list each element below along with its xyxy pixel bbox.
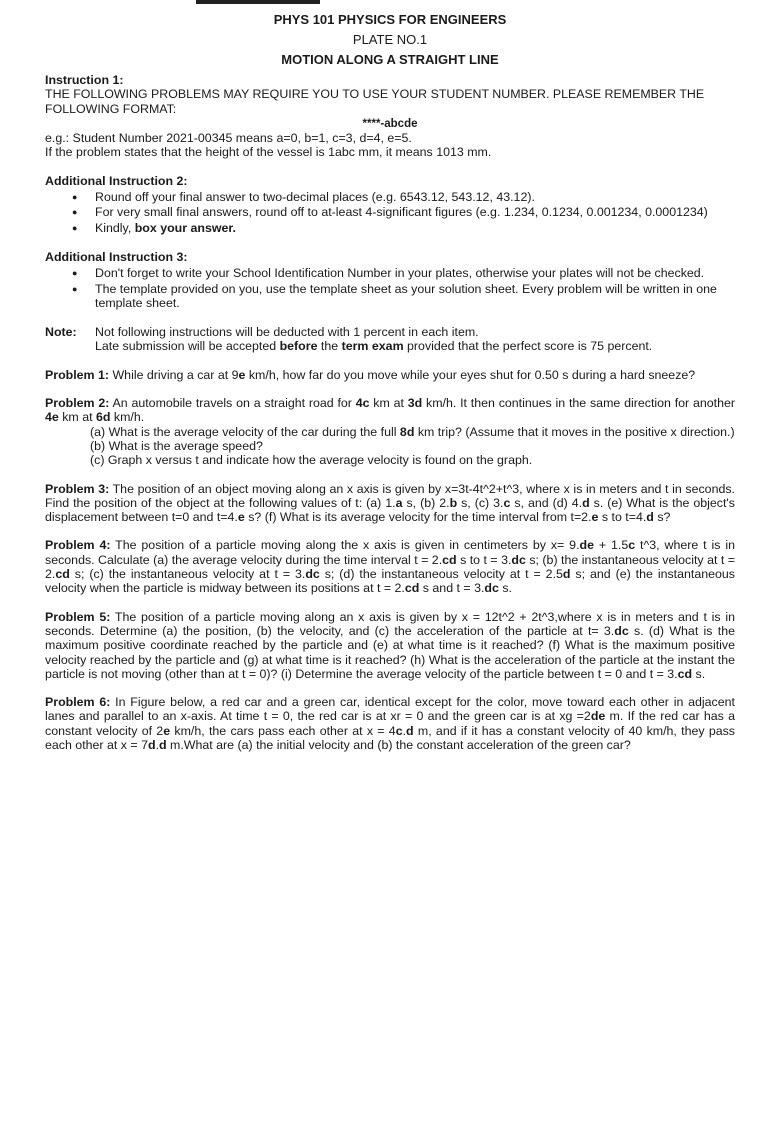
- problem-2-part-c: (c) Graph x versus t and indicate how the average velocity is found on the graph.: [90, 453, 533, 468]
- problem-2-part-b: (b) What is the average speed?: [90, 438, 263, 453]
- top-edge-bar: [196, 0, 320, 4]
- variable: c: [395, 723, 403, 738]
- variable: e: [163, 723, 171, 738]
- problem-1: [45, 368, 735, 382]
- variable: dc: [484, 581, 499, 596]
- problem-text: The position of a particle moving along an x axis is given by x = 12t^2 + 2t^3,where x is in meters and t is in seconds. Determine (a) the position, (b) the velocity, and (c) the acceleration of the particle at t= 3.: [45, 609, 735, 638]
- variable: d: [646, 510, 654, 525]
- problem-2: [45, 396, 735, 467]
- problem-text: s?: [653, 510, 671, 525]
- problem-label: Problem 1:: [45, 367, 110, 382]
- instruction-2-label: Additional Instruction 2:: [45, 173, 188, 188]
- note-label: Note:: [45, 325, 77, 340]
- variable: 3d: [407, 396, 423, 411]
- item-text: Kindly,: [95, 220, 135, 235]
- variable: cd: [677, 666, 693, 681]
- note-bold-term-exam: term exam: [341, 339, 404, 354]
- item-bold-text: box your answer.: [134, 220, 236, 235]
- variable: d: [562, 567, 571, 582]
- problem-text: s; (b) the instantaneous velocity at t = 2.: [45, 552, 735, 582]
- problem-label: Problem 2:: [45, 396, 110, 411]
- student-number-format: ****-abcde: [362, 117, 418, 130]
- variable: 4e: [45, 410, 59, 425]
- problem-text: + 1.5: [593, 538, 629, 553]
- instruction-3-label: Additional Instruction 3:: [45, 249, 188, 264]
- problem-text: km/h, how far do you move while your eyes shut for 0.50 s during a hard sneeze?: [245, 367, 696, 382]
- problem-label: Problem 5:: [45, 609, 111, 624]
- note-text: the: [317, 339, 342, 354]
- variable: 8d: [399, 424, 415, 439]
- variable: cd: [404, 581, 420, 596]
- plate-number: PLATE NO.1: [352, 32, 428, 47]
- problem-text: km at: [369, 396, 408, 411]
- note-text: Late submission will be accepted: [95, 339, 280, 354]
- course-title: PHYS 101 PHYSICS FOR ENGINEERS: [273, 12, 507, 27]
- problem-text: s.: [692, 666, 706, 681]
- problem-6: [45, 695, 735, 752]
- problem-text: s; (d) the instantaneous velocity at t = 2.5: [319, 567, 563, 582]
- problem-text: s; and (e) the instantaneous velocity when the particle is midway between its positions at t = 2.: [45, 567, 735, 596]
- variable: c: [503, 495, 511, 510]
- problem-text: .: [402, 723, 407, 738]
- problem-4: [45, 538, 735, 595]
- instruction-2-item: ● For very small final answers, round off to at-least 4-significant figures (e.g. 1.234, 0.1234, 0.001234, 0.0001234): [95, 205, 735, 219]
- variable: cd: [55, 567, 70, 582]
- problem-text: s, and (d) 4.: [510, 495, 583, 510]
- variable: cd: [442, 552, 457, 567]
- note-section: [45, 325, 735, 354]
- problem-text: s to t = 3.: [456, 552, 512, 567]
- variable: e: [237, 510, 245, 525]
- variable: d: [406, 723, 414, 738]
- variable: a: [395, 495, 403, 510]
- problem-text: m. If the red car has a constant velocity of 2: [45, 709, 735, 738]
- instruction-2: [45, 174, 735, 235]
- problem-text: m.What are (a) the initial velocity and (b) the constant acceleration of the green car?: [166, 737, 631, 752]
- problem-text: The position of a particle moving along the x axis is given in centimeters by x= 9.: [110, 538, 580, 553]
- problem-text: s. (e) What is the object's displacement between t=0 and t=4.: [45, 495, 735, 525]
- instruction-1-text: THE FOLLOWING PROBLEMS MAY REQUIRE YOU TO USE YOUR STUDENT NUMBER. PLEASE REMEMBER THE FOLLOWING FORMAT:: [45, 87, 705, 116]
- document-page: [45, 10, 735, 752]
- problem-text: km at: [58, 410, 96, 425]
- variable: dc: [305, 567, 320, 582]
- problem-text: In Figure below, a red car and a green car, identical except for the color, move toward each other in adjacent lanes and parallel to an x-axis. At time t = 0, the red car is at xr = 0 and the green car is at xg =2: [45, 695, 735, 724]
- instruction-3-item: ● The template provided on you, use the template sheet as your solution sheet. Every problem will be written in one template sheet.: [95, 282, 735, 311]
- problem-text: An automobile travels on a straight road for: [109, 396, 356, 411]
- instruction-1: [45, 73, 735, 160]
- problem-5: [45, 610, 735, 681]
- variable: d: [147, 737, 156, 752]
- instruction-1-example: e.g.: Student Number 2021-00345 means a=0, b=1, c=3, d=4, e=5.: [45, 131, 412, 146]
- problem-text: km/h. It then continues in the same direction for another: [422, 396, 735, 411]
- note-line-1: Not following instructions will be deducted with 1 percent in each item.: [95, 325, 479, 340]
- variable: 6d: [95, 410, 111, 425]
- problem-text: s? (f) What is its average velocity for the time interval from t=2.: [244, 510, 592, 525]
- problem-text: s. (d) What is the maximum positive coordinate reached by the particle and (e) at what time is it reached? (f) What is the maximum positive velocity reached by the particle and (g) at what time is it reached? (h) What is the acceleration of the particle at the instant the particle is not moving (other than at t = 0)? (i) Determine the average velocity of the particle between t = 0 and t = 3.: [45, 623, 735, 681]
- problem-text: s, (c) 3.: [457, 495, 504, 510]
- problem-3: [45, 482, 735, 525]
- problem-label: Problem 3:: [45, 481, 110, 496]
- instruction-2-item: [95, 221, 735, 235]
- problem-text: The position of an object moving along an x axis is given by x=3t-4t^2+t^3, where x is in meters and t in seconds. Find the position of the object at the following values of t: (a) 1.: [45, 481, 735, 510]
- problem-text: s; (c) the instantaneous velocity at t = 3.: [69, 567, 306, 582]
- instruction-1-label: Instruction 1:: [45, 73, 124, 87]
- problem-text: While driving a car at 9: [109, 367, 239, 382]
- variable: d: [159, 737, 167, 752]
- topic-title: MOTION ALONG A STRAIGHT LINE: [281, 52, 499, 67]
- variable: dc: [614, 623, 629, 638]
- problem-text: m, and if it has a constant velocity of 40 km/h, they pass each other at x = 7: [45, 723, 735, 752]
- variable: de: [590, 709, 606, 724]
- problem-text: (a) What is the average velocity of the car during the full: [90, 424, 400, 439]
- variable: b: [449, 495, 458, 510]
- problem-label: Problem 4:: [45, 538, 111, 553]
- variable: de: [579, 538, 594, 553]
- problem-2-part-a: [90, 425, 735, 439]
- instruction-3-item: ● Don't forget to write your School Identification Number in your plates, otherwise your plates will not be checked.: [95, 266, 735, 280]
- problem-text: s, (b) 2.: [402, 495, 450, 510]
- instruction-2-item: ● Round off your final answer to two-decimal places (e.g. 6543.12, 543.12, 43.12).: [95, 190, 735, 204]
- variable: 4c: [355, 396, 370, 411]
- problem-text: .: [155, 737, 160, 752]
- problem-text: km/h, the cars pass each other at x = 4: [170, 723, 396, 738]
- problem-text: s to t=4.: [598, 510, 647, 525]
- variable: c: [628, 538, 636, 553]
- problem-text: t^3, where t is in seconds. Calculate (a) the average velocity during the time interval t = 2.: [45, 538, 735, 567]
- problem-text: s and t = 3.: [419, 581, 485, 596]
- instruction-1-example-2: If the problem states that the height of the vessel is 1abc mm, it means 1013 mm.: [45, 145, 492, 160]
- problem-text: km/h.: [110, 410, 145, 425]
- note-text: provided that the perfect score is 75 percent.: [403, 339, 653, 354]
- instruction-3: [45, 250, 735, 310]
- problem-text: km trip? (Assume that it moves in the positive x direction.): [414, 424, 735, 439]
- variable: d: [582, 495, 590, 510]
- problem-label: Problem 6:: [45, 695, 111, 710]
- problem-text: s.: [498, 581, 512, 596]
- variable: e: [591, 510, 599, 525]
- note-line-2: [95, 339, 735, 353]
- note-bold-before: before: [279, 339, 318, 354]
- variable: dc: [511, 552, 526, 567]
- variable: e: [238, 367, 246, 382]
